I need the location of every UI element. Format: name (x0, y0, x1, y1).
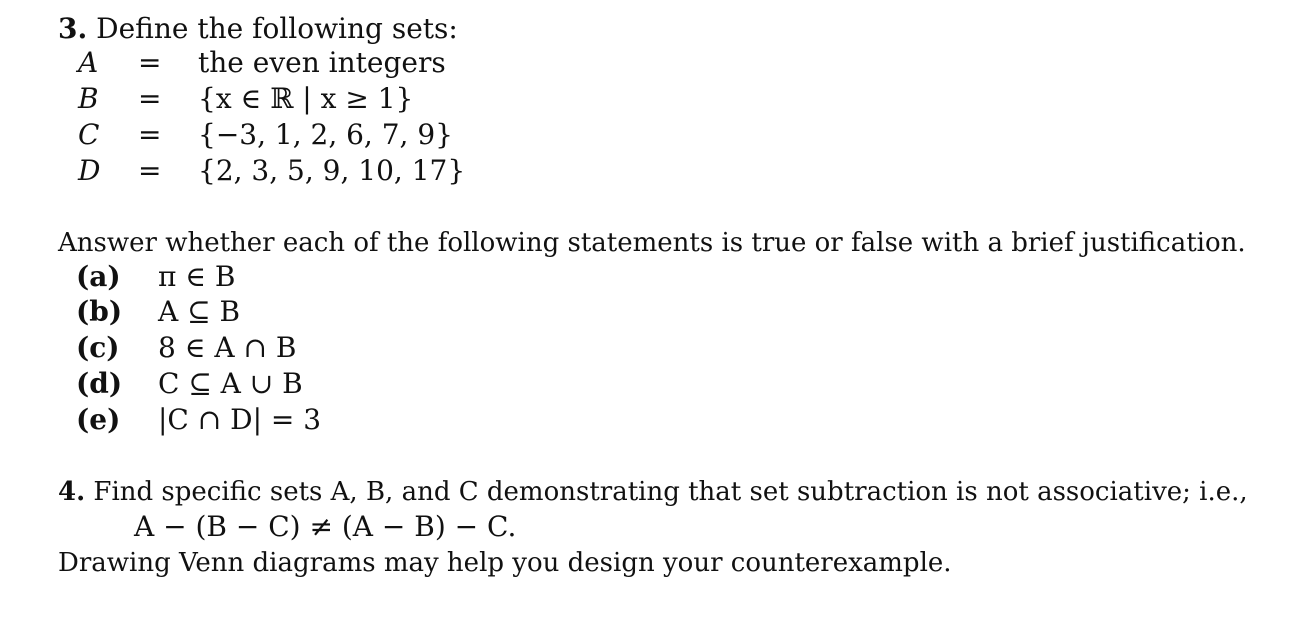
item-b-statement: A ⊆ B (158, 295, 241, 328)
item-c-label: (c) (76, 331, 120, 364)
problem-3-header (58, 12, 458, 46)
problem-4-number: 4. (58, 477, 86, 507)
set-d-definition: {2, 3, 5, 9, 10, 17} (198, 154, 466, 187)
item-c-statement: 8 ∈ A ∩ B (158, 331, 297, 364)
set-b-name: B (78, 82, 99, 115)
item-a-label: (a) (76, 260, 121, 293)
problem-4-statement (58, 475, 1248, 509)
item-d-label: (d) (76, 367, 123, 400)
set-a-equals: = (138, 46, 162, 79)
item-b-label: (b) (76, 295, 123, 328)
set-a-definition: the even integers (198, 46, 446, 79)
item-e-label: (e) (76, 403, 121, 436)
item-d-statement: C ⊆ A ∪ B (158, 367, 303, 400)
set-c-equals: = (138, 118, 162, 151)
set-c-definition: {−3, 1, 2, 6, 7, 9} (198, 118, 453, 151)
problem-4-text: Find specific sets A, B, and C demonstrating that set subtraction is not associative; i.e., (93, 477, 1248, 507)
set-d-name: D (78, 154, 101, 187)
item-e-statement: |C ∩ D| = 3 (158, 403, 322, 436)
item-a-statement: π ∈ B (158, 260, 236, 293)
problem-4-hint: Drawing Venn diagrams may help you design your counterexample. (58, 548, 952, 578)
problem-3-intro: Define the following sets: (96, 12, 458, 45)
set-d-equals: = (138, 154, 162, 187)
set-b-equals: = (138, 82, 162, 115)
problem-3-number: 3. (58, 12, 88, 45)
set-c-name: C (78, 118, 100, 151)
set-a-name: A (78, 46, 99, 79)
set-b-definition: {x ∈ ℝ | x ≥ 1} (198, 82, 414, 115)
instruction-text: Answer whether each of the following statements is true or false with a brief justification. (58, 228, 1246, 258)
problem-4-formula: A − (B − C) ≠ (A − B) − C. (134, 510, 517, 543)
